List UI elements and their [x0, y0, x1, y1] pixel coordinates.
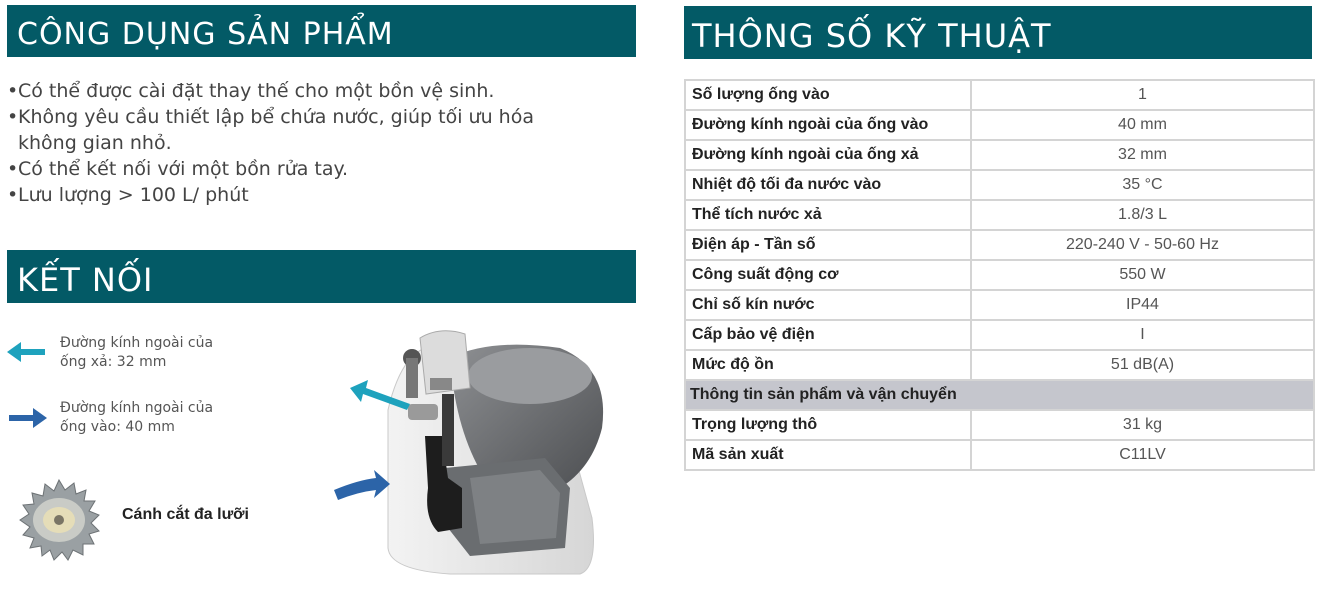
spec-value: 51 dB(A) [971, 350, 1314, 380]
cutting-blade-image [14, 478, 104, 562]
outlet-legend [60, 334, 213, 372]
spec-value: I [971, 320, 1314, 350]
table-row [685, 260, 1314, 290]
spec-label: Chỉ số kín nước [685, 290, 971, 320]
spec-label: Số lượng ống vào [685, 80, 971, 110]
spec-value: 40 mm [971, 110, 1314, 140]
inlet-legend-line2: ống vào: 40 mm [60, 419, 175, 435]
usage-bullet: • Có thể kết nối với một bồn rửa tay. [7, 156, 627, 182]
spec-value: 32 mm [971, 140, 1314, 170]
specs-table [684, 79, 1315, 471]
section-label: Thông tin sản phẩm và vận chuyển [685, 380, 1314, 410]
table-row [685, 170, 1314, 200]
spec-value: 550 W [971, 260, 1314, 290]
spec-label: Điện áp - Tần số [685, 230, 971, 260]
spec-value: IP44 [971, 290, 1314, 320]
spec-value: 35 °C [971, 170, 1314, 200]
outlet-arrow-icon [7, 340, 47, 364]
table-row [685, 410, 1314, 440]
connection-header [7, 250, 636, 303]
table-row [685, 320, 1314, 350]
usage-list [7, 78, 627, 208]
table-row [685, 200, 1314, 230]
usage-bullet: • Có thể được cài đặt thay thế cho một bồn vệ sinh. [7, 78, 627, 104]
spec-value: 31 kg [971, 410, 1314, 440]
spec-label: Thể tích nước xả [685, 200, 971, 230]
spec-value: C11LV [971, 440, 1314, 470]
toilet-unit-illustration [330, 318, 620, 580]
inlet-legend-line1: Đường kính ngoài của [60, 400, 214, 416]
specs-title: THÔNG SỐ KỸ THUẬT [692, 17, 1052, 55]
spec-label: Đường kính ngoài của ống vào [685, 110, 971, 140]
outlet-legend-line2: ống xả: 32 mm [60, 354, 167, 370]
spec-value: 1 [971, 80, 1314, 110]
inlet-arrow-icon [8, 406, 48, 430]
table-row [685, 140, 1314, 170]
spec-label: Mã sản xuất [685, 440, 971, 470]
cutting-blade-label: Cánh cắt đa lưỡi [122, 506, 249, 523]
usage-bullet: • Không yêu cầu thiết lập bể chứa nước, giúp tối ưu hóa không gian nhỏ. [7, 104, 627, 156]
usage-header [7, 5, 636, 57]
outlet-legend-line1: Đường kính ngoài của [60, 335, 214, 351]
table-row [685, 440, 1314, 470]
usage-bullet: • Lưu lượng > 100 L/ phút [7, 182, 627, 208]
spec-label: Công suất động cơ [685, 260, 971, 290]
spec-value: 220-240 V - 50-60 Hz [971, 230, 1314, 260]
spec-label: Cấp bảo vệ điện [685, 320, 971, 350]
connection-title: KẾT NỐI [17, 261, 154, 299]
spec-label: Nhiệt độ tối đa nước vào [685, 170, 971, 200]
specs-header [684, 6, 1312, 59]
spec-label: Đường kính ngoài của ống xả [685, 140, 971, 170]
spec-label: Mức độ ồn [685, 350, 971, 380]
inlet-legend [60, 399, 213, 437]
table-row [685, 110, 1314, 140]
usage-title: CÔNG DỤNG SẢN PHẨM [17, 17, 394, 52]
spec-label: Trọng lượng thô [685, 410, 971, 440]
table-row [685, 230, 1314, 260]
table-row [685, 350, 1314, 380]
table-row [685, 80, 1314, 110]
table-section-row [685, 380, 1314, 410]
table-row [685, 290, 1314, 320]
spec-value: 1.8/3 L [971, 200, 1314, 230]
